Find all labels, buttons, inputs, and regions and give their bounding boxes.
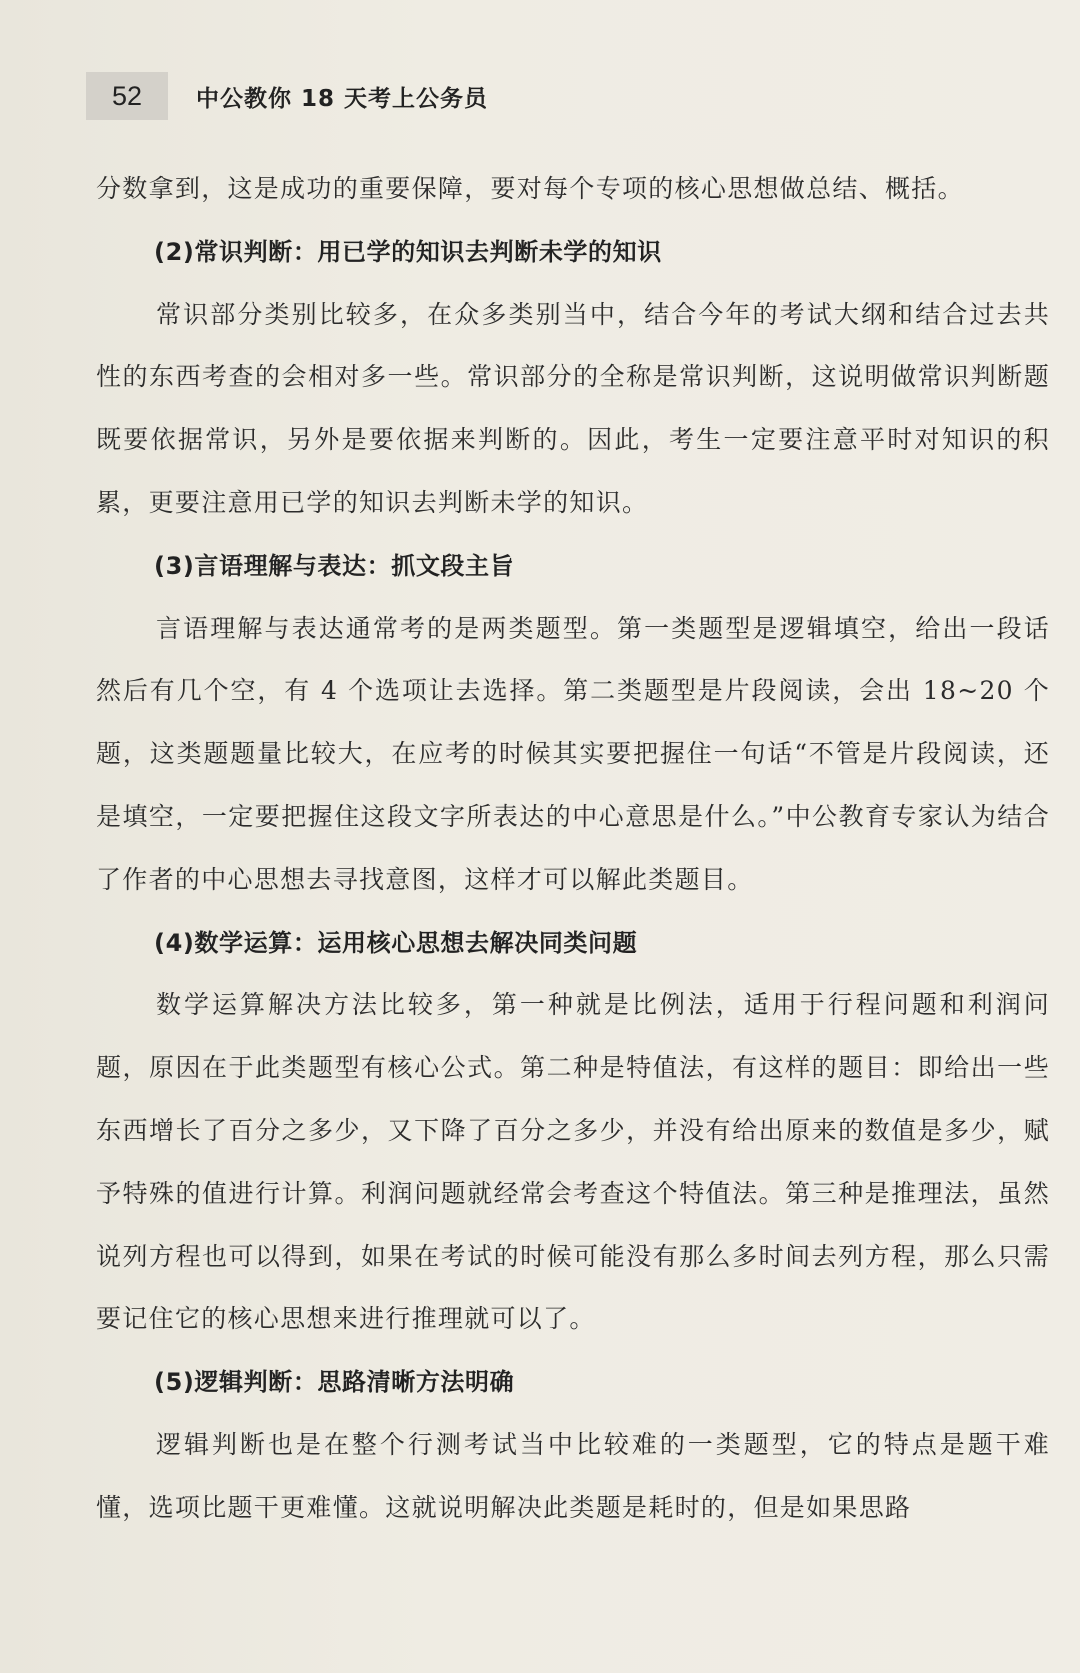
running-title: 中公教你 18 天考上公务员 [196,85,489,112]
paragraph-math: 数学运算解决方法比较多，第一种就是比例法，适用于行程问题和利润问题，原因在于此类题型有核心公式。第二种是特值法，有这样的题目：即给出一些东西增长了百分之多少，又下降了百分之多少，并没有给出原来的数值是多少，赋予特殊的值进行计算。利润问题就经常会考查这个特值法。第三种是推理法，虽然说列方程也可以得到，如果在考试的时候可能没有那么多时间去列方程，那么只需要记住它的核心思想来进行推理就可以了。 [96,990,1050,1334]
paragraph-continued: 分数拿到，这是成功的重要保障，要对每个专项的核心思想做总结、概括。 [96,174,964,203]
body-text [96,158,1050,1540]
paragraph-logic: 逻辑判断也是在整个行测考试当中比较难的一类题型，它的特点是题干难懂，选项比题干更难懂。这就说明解决此类题是耗时的，但是如果思路 [96,1429,1050,1522]
page-number: 52 [86,72,168,120]
section-heading-general-knowledge: (2)常识判断：用已学的知识去判断未学的知识 [154,237,662,266]
section-heading-logic: (5)逻辑判断：思路清晰方法明确 [154,1368,515,1397]
section-heading-verbal-comprehension: (3)言语理解与表达：抓文段主旨 [154,551,515,580]
page-header [86,72,488,120]
section-heading-math: (4)数学运算：运用核心思想去解决同类问题 [154,928,638,957]
paragraph-verbal-comprehension: 言语理解与表达通常考的是两类题型。第一类题型是逻辑填空，给出一段话然后有几个空，有 4 个选项让去选择。第二类题型是片段阅读，会出 18~20 个题，这类题题量比较大，在应考的时候其实要把握住一句话“不管是片段阅读，还是填空，一定要把握住这段文字所表达的中心意思是什么。”中公教育专家认为结合了作者的中心思想去寻找意图，这样才可以解此类题目。 [96,613,1050,894]
paragraph-general-knowledge: 常识部分类别比较多，在众多类别当中，结合今年的考试大纲和结合过去共性的东西考查的会相对多一些。常识部分的全称是常识判断，这说明做常识判断题既要依据常识，另外是要依据来判断的。因此，考生一定要注意平时对知识的积累，更要注意用已学的知识去判断未学的知识。 [96,299,1050,517]
